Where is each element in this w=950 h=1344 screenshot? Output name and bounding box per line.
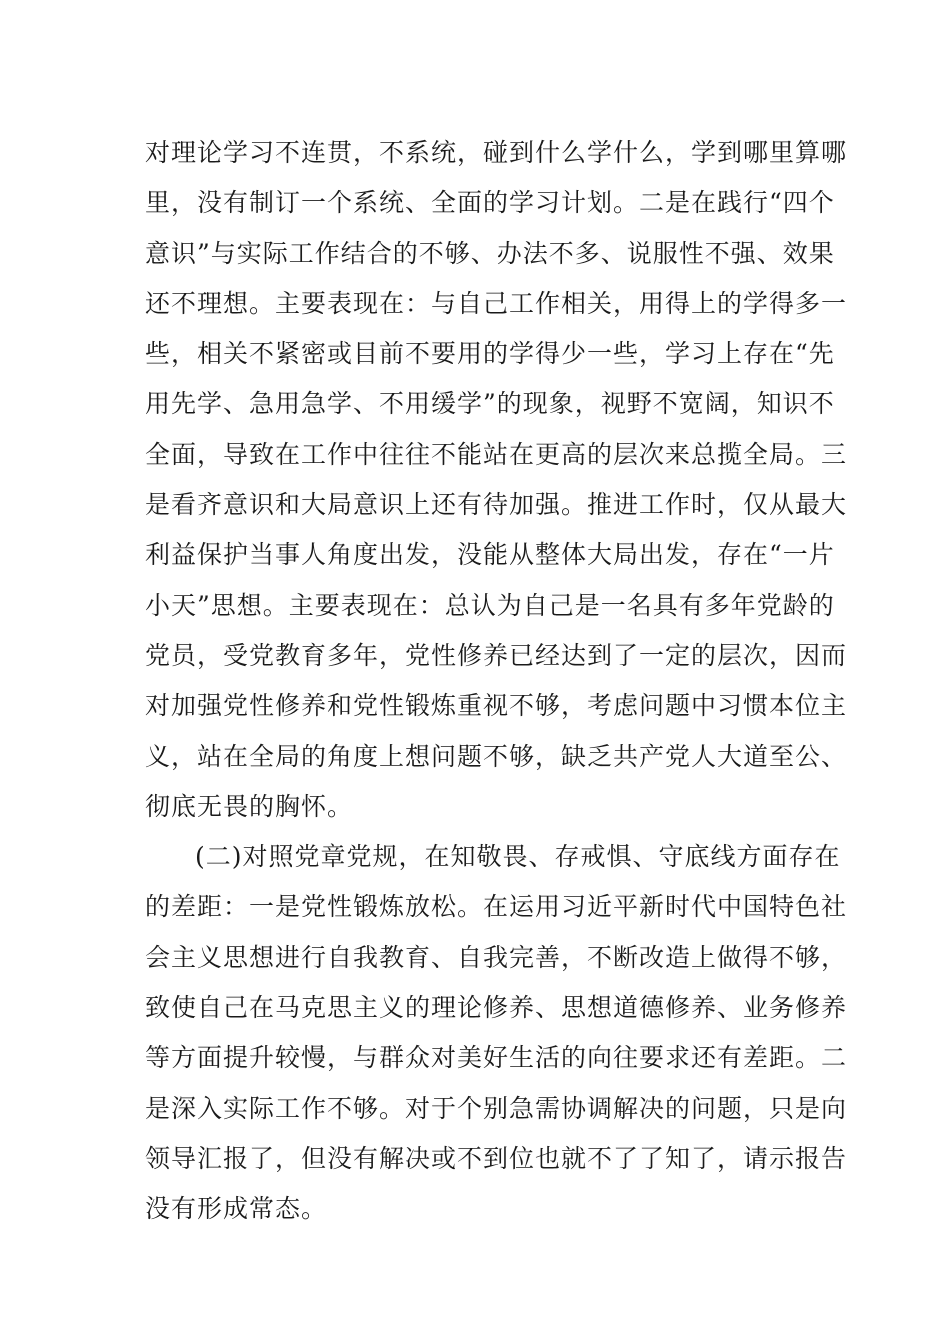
- paragraph-2-line-2: 的差距：一是党性锻炼放松。在运用习近平新时代中国特色社: [145, 892, 848, 922]
- paragraph-1-line-6: 用先学、急用急学、不用缓学”的现象，视野不宽阔，知识不: [145, 389, 835, 419]
- paragraph-2-line-1: (二)对照党章党规，在知敬畏、存戒惧、守底线方面存在: [195, 842, 841, 872]
- paragraph-1-line-1: 对理论学习不连贯，不系统，碰到什么学什么，学到哪里算哪: [145, 138, 848, 167]
- paragraph-2-line-5: 等方面提升较慢，与群众对美好生活的向往要求还有差距。二: [145, 1043, 848, 1073]
- paragraph-1-line-11: 党员，受党教育多年，党性修养已经达到了一定的层次，因而: [145, 640, 848, 670]
- paragraph-1-line-10: 小天”思想。主要表现在：总认为自己是一名具有多年党龄的: [145, 590, 835, 620]
- paragraph-1-line-12: 对加强党性修养和党性锻炼重视不够，考虑问题中习惯本位主: [145, 691, 848, 721]
- paragraph-2-line-6: 是深入实际工作不够。对于个别急需协调解决的问题，只是向: [145, 1093, 848, 1123]
- paragraph-1-line-4: 还不理想。主要表现在：与自己工作相关，用得上的学得多一: [145, 288, 848, 318]
- paragraph-1-line-13: 义，站在全局的角度上想问题不够，缺乏共产党人大道至公、: [145, 741, 848, 771]
- paragraph-1-line-2: 里，没有制订一个系统、全面的学习计划。二是在践行“四个: [145, 188, 835, 218]
- document-body: [145, 128, 848, 1235]
- paragraph-1-line-9: 利益保护当事人角度出发，没能从整体大局出发，存在“一片: [145, 540, 835, 570]
- paragraph-1-line-5: 些，相关不紧密或目前不要用的学得少一些，学习上存在“先: [145, 339, 835, 369]
- paragraph-2-line-8: 没有形成常态。: [145, 1194, 328, 1224]
- paragraph-1-line-3: 意识”与实际工作结合的不够、办法不多、说服性不强、效果: [145, 238, 835, 268]
- paragraph-2-line-4: 致使自己在马克思主义的理论修养、思想道德修养、业务修养: [145, 993, 848, 1023]
- paragraph-2-line-7: 领导汇报了，但没有解决或不到位也就不了了知了，请示报告: [145, 1143, 848, 1173]
- paragraph-1-line-7: 全面，导致在工作中往往不能站在更高的层次来总揽全局。三: [145, 439, 848, 469]
- paragraph-2-line-3: 会主义思想进行自我教育、自我完善，不断改造上做得不够，: [145, 942, 848, 972]
- paragraph-1-line-14: 彻底无畏的胸怀。: [145, 791, 354, 821]
- paragraph-1-line-8: 是看齐意识和大局意识上还有待加强。推进工作时，仅从最大: [145, 490, 848, 520]
